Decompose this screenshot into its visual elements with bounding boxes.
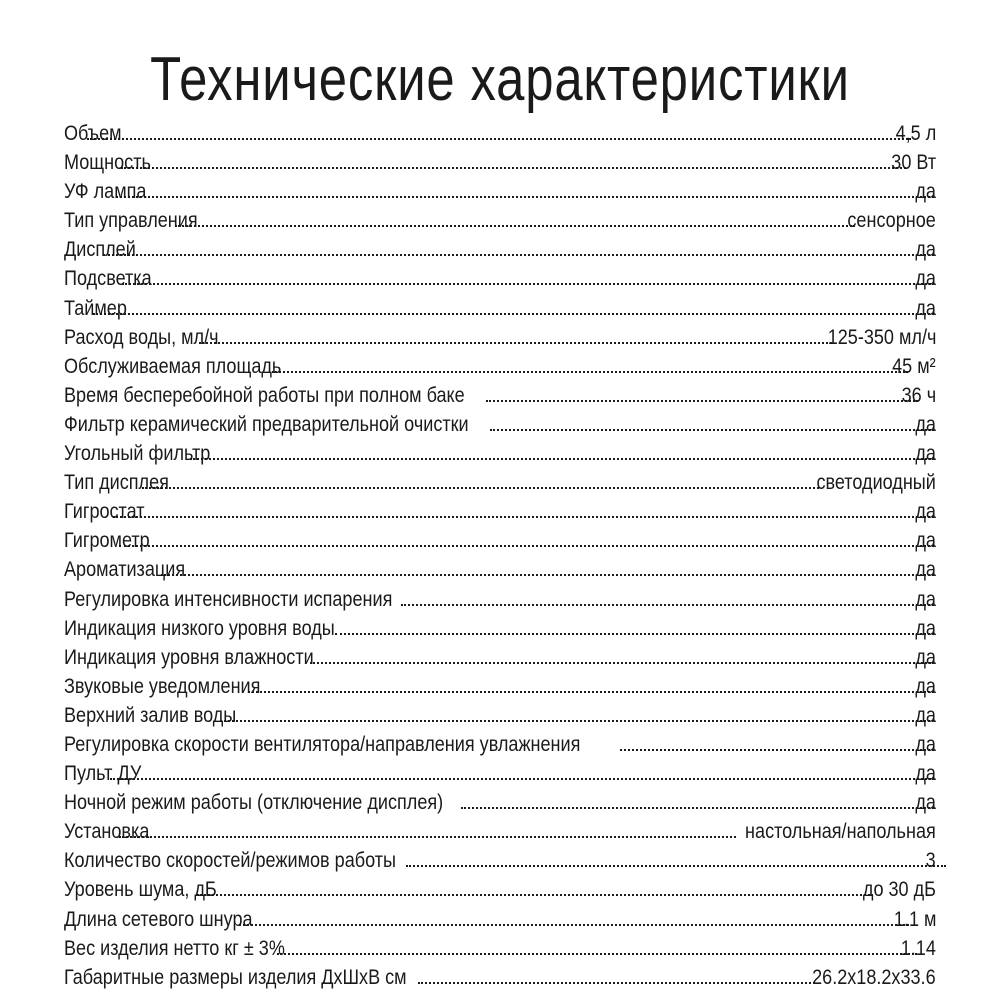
spec-label: Гигростат xyxy=(64,500,145,524)
spec-row xyxy=(64,526,936,555)
spec-value: светодиодный xyxy=(816,471,936,495)
dot-leader xyxy=(461,807,935,809)
spec-row xyxy=(64,788,936,817)
spec-value: да xyxy=(915,732,936,756)
spec-label: Габаритные размеры изделия ДхШхВ см xyxy=(64,965,407,989)
spec-row xyxy=(64,963,936,992)
spec-list xyxy=(64,119,936,992)
spec-value: да xyxy=(915,442,936,466)
spec-row xyxy=(64,206,936,235)
page-title: Технические характеристики xyxy=(150,45,850,114)
spec-row xyxy=(64,905,936,934)
spec-value: да xyxy=(915,296,936,320)
spec-row xyxy=(64,614,936,643)
spec-row xyxy=(64,235,936,264)
spec-row xyxy=(64,875,936,904)
dot-leader xyxy=(113,516,934,518)
spec-label: Ароматизация xyxy=(64,558,186,582)
spec-row xyxy=(64,294,936,323)
spec-value: да xyxy=(915,674,936,698)
spec-label: Количество скоростей/режимов работы xyxy=(64,849,396,873)
spec-label: Установка xyxy=(64,820,150,844)
spec-value: да xyxy=(915,180,936,204)
spec-row xyxy=(64,439,936,468)
spec-value: да xyxy=(915,645,936,669)
spec-value: да xyxy=(915,558,936,582)
spec-label: Расход воды, мл/ч xyxy=(64,325,219,349)
spec-label: Звуковые уведомления xyxy=(64,674,261,698)
spec-value: 4,5 л xyxy=(895,122,936,145)
spec-label: Уровень шума, дБ xyxy=(64,878,217,902)
spec-value: 30 Вт xyxy=(891,151,936,175)
dot-leader xyxy=(93,313,934,315)
spec-label: Длина сетевого шнура xyxy=(64,907,253,931)
dot-leader xyxy=(418,982,814,984)
dot-leader xyxy=(490,429,934,431)
spec-row xyxy=(64,846,936,875)
dot-leader xyxy=(119,836,736,838)
dot-leader xyxy=(239,924,909,926)
dot-leader xyxy=(406,865,947,867)
dot-leader xyxy=(220,720,934,722)
dot-leader xyxy=(310,662,934,664)
spec-value: да xyxy=(915,703,936,727)
spec-label: Обслуживаемая площадь xyxy=(64,354,282,378)
spec-label: Регулировка интенсивности испарения xyxy=(64,587,393,611)
dot-leader xyxy=(401,604,934,606)
spec-row xyxy=(64,730,936,759)
spec-row xyxy=(64,672,936,701)
spec-value: да xyxy=(915,238,936,262)
dot-leader xyxy=(248,691,934,693)
dot-leader xyxy=(119,545,934,547)
spec-value: да xyxy=(915,616,936,640)
dot-leader xyxy=(199,342,831,344)
spec-label: Фильтр керамический предварительной очистки xyxy=(64,412,469,436)
dot-leader xyxy=(175,225,855,227)
spec-value: 3 xyxy=(925,849,936,873)
spec-row xyxy=(64,643,936,672)
dot-leader xyxy=(335,633,935,635)
spec-value: 45 м² xyxy=(892,354,936,378)
spec-label: Регулировка скорости вентилятора/направления увлажнения xyxy=(64,732,581,756)
dot-leader xyxy=(272,371,907,373)
dot-leader xyxy=(116,196,935,198)
spec-label: Таймер xyxy=(64,296,127,320)
dot-leader xyxy=(122,283,935,285)
spec-label: Пульт ДУ xyxy=(64,762,142,786)
spec-value: 26.2x18.2x33.6 xyxy=(812,965,936,989)
spec-value: да xyxy=(915,500,936,524)
dot-leader xyxy=(486,400,918,402)
spec-value: да xyxy=(915,412,936,436)
spec-row xyxy=(64,323,936,352)
spec-value: да xyxy=(915,762,936,786)
spec-label: Угольный фильтр xyxy=(64,442,211,466)
spec-label: УФ лампа xyxy=(64,180,147,204)
spec-row xyxy=(64,264,936,293)
spec-label: Индикация низкого уровня воды xyxy=(64,616,335,640)
spec-value: сенсорное xyxy=(847,209,936,233)
dot-leader xyxy=(103,254,934,256)
spec-label: Мощность xyxy=(64,151,151,175)
spec-row xyxy=(64,497,936,526)
spec-row xyxy=(64,555,936,584)
spec-label: Гигрометр xyxy=(64,529,150,553)
dot-leader xyxy=(110,778,935,780)
spec-value: да xyxy=(915,587,936,611)
spec-label: Тип управления xyxy=(64,209,198,233)
spec-row xyxy=(64,177,936,206)
spec-value: да xyxy=(915,267,936,291)
dot-leader xyxy=(161,574,935,576)
spec-label: Дисплей xyxy=(64,238,136,262)
spec-row xyxy=(64,410,936,439)
dot-leader xyxy=(142,487,820,489)
spec-label: Индикация уровня влажности xyxy=(64,645,314,669)
spec-label: Ночной режим работы (отключение дисплея) xyxy=(64,791,444,815)
spec-row xyxy=(64,468,936,497)
spec-row xyxy=(64,352,936,381)
spec-row xyxy=(64,817,936,846)
dot-leader xyxy=(197,894,873,896)
dot-leader xyxy=(87,138,911,140)
spec-label: Объем xyxy=(64,122,122,145)
spec-value: 1.1 м xyxy=(893,907,936,931)
spec-row xyxy=(64,759,936,788)
spec-value: 1.14 xyxy=(900,936,936,960)
spec-label: Подсветка xyxy=(64,267,152,291)
spec-value: 36 ч xyxy=(901,383,936,407)
spec-row xyxy=(64,148,936,177)
spec-value: до 30 дБ xyxy=(862,878,936,902)
spec-value: да xyxy=(915,529,936,553)
dot-leader xyxy=(121,167,906,169)
spec-row xyxy=(64,585,936,614)
spec-label: Время бесперебойной работы при полном баке xyxy=(64,383,465,407)
dot-leader xyxy=(190,458,934,460)
spec-value: настольная/напольная xyxy=(745,820,936,844)
spec-row xyxy=(64,381,936,410)
spec-row xyxy=(64,701,936,730)
dot-leader xyxy=(277,953,918,955)
spec-label: Вес изделия нетто кг ± 3% xyxy=(64,936,285,960)
spec-label: Тип дисплея xyxy=(64,471,169,495)
spec-label: Верхний залив воды xyxy=(64,703,237,727)
spec-row xyxy=(64,119,936,148)
spec-value: да xyxy=(915,791,936,815)
spec-row xyxy=(64,934,936,963)
spec-value: 125-350 мл/ч xyxy=(827,325,936,349)
dot-leader xyxy=(620,749,934,751)
